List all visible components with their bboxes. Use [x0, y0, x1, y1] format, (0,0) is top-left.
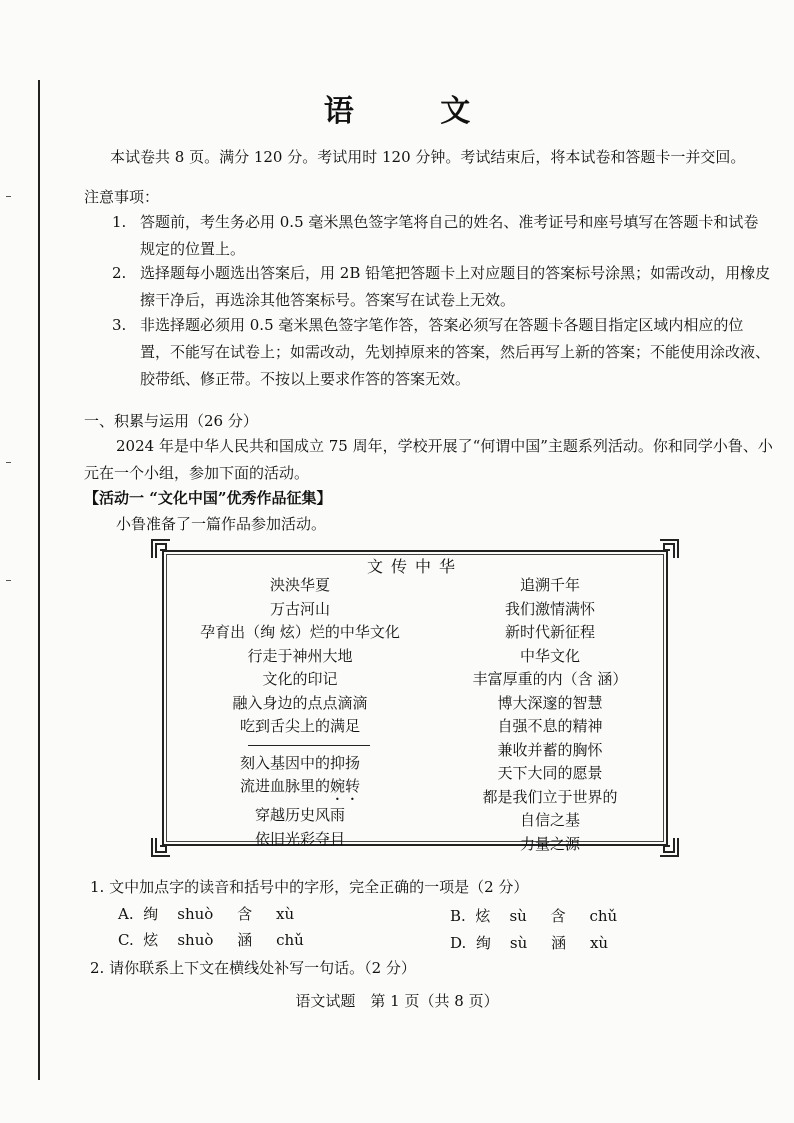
poem-line: 万古河山 — [269, 599, 330, 618]
option-char: 涵 — [237, 931, 253, 949]
page-footer: 语文试题 第 1 页（共 8 页） — [295, 992, 499, 1010]
option-letter: D. — [450, 934, 467, 952]
option-char: 炫 — [475, 907, 491, 925]
poem-line-text: 流进血脉里的 — [239, 777, 330, 795]
fill-in-blank-line — [190, 739, 410, 752]
note-number: 3. — [112, 316, 127, 334]
option-char: 绚 — [143, 905, 159, 923]
poem-line: 自信之基 — [519, 811, 580, 829]
poem-line — [190, 775, 410, 804]
option-c — [118, 929, 304, 950]
poem-line: 刻入基因中的抑扬 — [239, 753, 360, 772]
note-number: 1. — [112, 213, 127, 231]
poem-line: 力量之源 — [519, 834, 580, 853]
poem-line: 追溯千年 — [519, 576, 580, 594]
poem-line: 博大深邃的智慧 — [497, 693, 603, 712]
poem-line: 依旧光彩夺目 — [254, 829, 345, 848]
option-pinyin: xù — [589, 934, 609, 952]
poem-line: 天下大同的愿景 — [497, 764, 603, 782]
option-b — [450, 905, 617, 926]
poem-line: 行走于神州大地 — [247, 646, 353, 665]
section-paragraph: 2024 年是中华人民共和国成立 75 周年，学校开展了“何谓中国”主题系列活动。你和同学小鲁、小元在一个小组，参加下面的活动。 — [84, 437, 773, 482]
option-pinyin: sù — [509, 934, 528, 952]
page-title: 语 文 — [323, 94, 509, 129]
corner-ornament-icon — [150, 836, 172, 858]
note-text: 非选择题必须用 0.5 毫米黑色签字笔作答，答案必须写在答题卡各题目指定区域内相应的位置，不能写在试卷上；如需改动，先划掉原来的答案，然后再写上新的答案；不能使用涂改液、胶带纸、修正带。不按以上要求作答的答案无效。 — [140, 316, 771, 388]
option-pinyin: shuò — [177, 931, 214, 949]
option-char: 炫 — [143, 931, 159, 949]
activity-heading: 【活动一 “文化中国”优秀作品征集】 — [84, 489, 332, 507]
poem-left-column — [190, 574, 410, 851]
note-item — [112, 312, 772, 393]
poem-frame — [150, 538, 680, 858]
note-item — [112, 260, 772, 314]
note-number: 2. — [112, 264, 127, 282]
option-letter: A. — [118, 905, 134, 923]
poem-line: 吃到舌尖上的满足 — [239, 717, 360, 735]
option-char: 含 — [550, 907, 566, 925]
note-item — [112, 209, 772, 263]
note-text: 答题前，考生务必用 0.5 毫米黑色签字笔将自己的姓名、准考证号和座号填写在答题卡和试卷规定的位置上。 — [140, 213, 759, 258]
scan-mark — [6, 196, 11, 197]
option-char: 含 — [237, 905, 253, 923]
corner-ornament-icon — [658, 836, 680, 858]
poem-line: 泱泱华夏 — [269, 576, 330, 594]
poem-line: 文化的印记 — [262, 670, 338, 688]
dotted-word: 婉转 — [330, 777, 361, 795]
poem-right-column — [440, 574, 660, 856]
option-pinyin: shuò — [177, 905, 214, 923]
note-text: 选择题每小题选出答案后，用 2B 铅笔把答题卡上对应题目的答案标号涂黑；如需改动，用橡皮擦干净后，再选涂其他答案标号。答案写在试卷上无效。 — [140, 264, 771, 309]
option-a — [118, 903, 294, 924]
option-pinyin: xù — [276, 905, 295, 923]
option-pinyin: sù — [509, 907, 527, 925]
poem-line: 中华文化 — [519, 646, 580, 665]
poem-line: 自强不息的精神 — [497, 717, 603, 735]
exam-intro: 本试卷共 8 页。满分 120 分。考试用时 120 分钟。考试结束后，将本试卷和答题卡一并交回。 — [110, 148, 746, 166]
option-d — [450, 932, 608, 953]
option-pinyin: chǔ — [276, 931, 304, 949]
poem-line: 丰富厚重的内（含 涵） — [472, 670, 628, 688]
poem-line: 都是我们立于世界的 — [482, 787, 618, 806]
option-pinyin: chǔ — [589, 907, 618, 925]
section-heading: 一、积累与运用（26 分） — [84, 412, 258, 430]
notes-heading: 注意事项： — [84, 188, 160, 206]
option-char: 绚 — [475, 934, 491, 952]
option-char: 涵 — [551, 934, 567, 952]
poem-line: 孕育出（绚 炫）烂的中华文化 — [200, 623, 400, 641]
poem-title: 文传中华 — [366, 557, 463, 576]
poem-line: 融入身边的点点滴滴 — [232, 693, 368, 712]
option-letter: C. — [118, 931, 134, 949]
question-1: 1. 文中加点字的读音和括号中的字形，完全正确的一项是（2 分） — [90, 878, 529, 896]
poem-line: 兼收并蓄的胸怀 — [497, 740, 603, 759]
question-2: 2. 请你联系上下文在横线处补写一句话。（2 分） — [90, 959, 416, 977]
scan-mark — [6, 462, 11, 463]
poem-line: 我们激情满怀 — [504, 599, 595, 618]
option-letter: B. — [450, 907, 466, 925]
poem-line: 穿越历史风雨 — [254, 806, 345, 824]
activity-intro: 小鲁准备了一篇作品参加活动。 — [116, 515, 327, 533]
poem-line: 新时代新征程 — [504, 623, 595, 641]
binding-margin-line — [38, 80, 40, 1080]
scan-mark — [6, 580, 11, 581]
